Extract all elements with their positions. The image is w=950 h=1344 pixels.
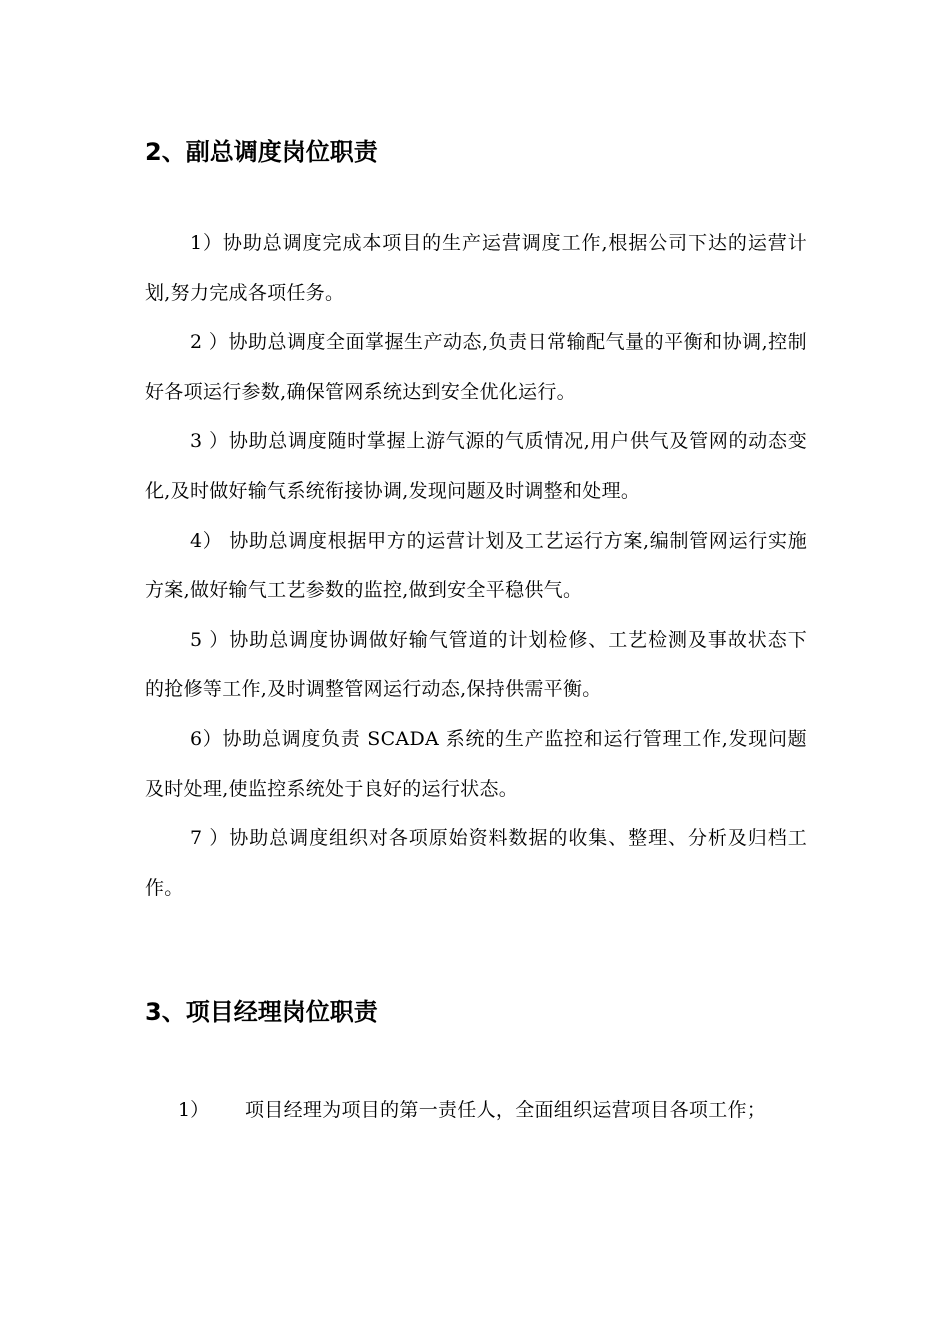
list-item bbox=[178, 1085, 808, 1135]
deputy-dispatcher-duties bbox=[145, 219, 807, 913]
duty-paragraph-5: 5 ）协助总调度协调做好输气管道的计划检修、工艺检测及事故状态下的抢修等工作,及时调整管网运行动态,保持供需平衡。 bbox=[145, 628, 807, 701]
section-heading-deputy-dispatcher: 2、副总调度岗位职责 bbox=[145, 138, 378, 166]
duty-paragraph-7: 7 ）协助总调度组织对各项原始资料数据的收集、整理、分析及归档工作。 bbox=[145, 827, 807, 899]
list-item-text: 项目经理为项目的第一责任人，全面组织运营项目各项工作； bbox=[245, 1099, 767, 1121]
duty-paragraph-4: 4） 协助总调度根据甲方的运营计划及工艺运行方案,编制管网运行实施方案,做好输气工艺参数的监控,做到安全平稳供气。 bbox=[145, 529, 807, 602]
duty-paragraph-1: 1）协助总调度完成本项目的生产运营调度工作,根据公司下达的运营计划,努力完成各项任务。 bbox=[145, 232, 807, 304]
section-heading-project-manager: 3、项目经理岗位职责 bbox=[145, 998, 378, 1026]
duty-paragraph-6: 6）协助总调度负责 SCADA 系统的生产监控和运行管理工作,发现问题及时处理,使监控系统处于良好的运行状态。 bbox=[145, 727, 807, 800]
list-item-number: 1） bbox=[178, 1099, 210, 1121]
duty-paragraph-2: 2 ）协助总调度全面掌握生产动态,负责日常输配气量的平衡和协调,控制好各项运行参数,确保管网系统达到安全优化运行。 bbox=[145, 331, 807, 403]
duty-paragraph-3: 3 ）协助总调度随时掌握上游气源的气质情况,用户供气及管网的动态变化,及时做好输气系统衔接协调,发现问题及时调整和处理。 bbox=[145, 430, 807, 502]
